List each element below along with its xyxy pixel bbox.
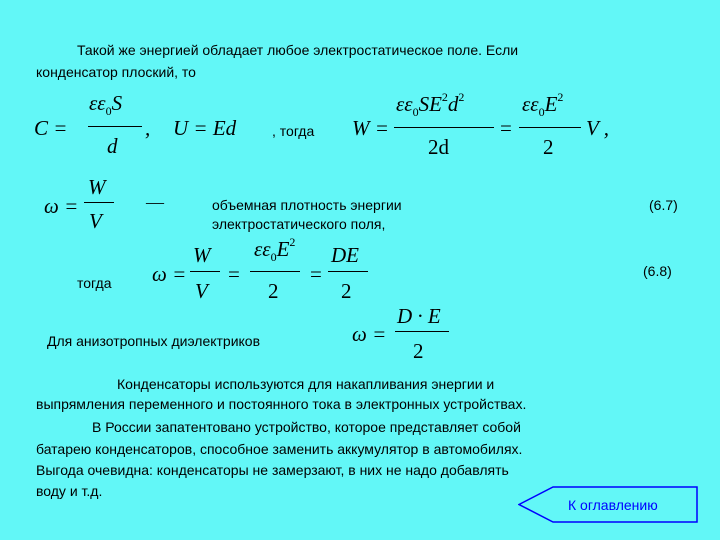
intro-line-1: Такой же энергией обладает любое электростатическое поле. Если [77, 42, 519, 58]
intro-line-2: конденсатор плоский, то [36, 64, 196, 80]
paragraph-2-line-1: В России запатентовано устройство, которое представляет собой [92, 419, 521, 435]
togda-comma: , тогда [272, 123, 315, 139]
paragraph-2-line-4: воду и т.д. [36, 483, 103, 499]
paragraph-1-line-2: выпрямления переменного и постоянного тока в электронных устройствах. [36, 396, 527, 412]
toc-button[interactable] [518, 486, 698, 523]
equation-number-6-7: (6.7) [649, 197, 678, 213]
paragraph-2-line-3: Выгода очевидна: конденсаторы не замерзают, в них не надо добавлять [36, 462, 509, 478]
density-desc-line-2: электростатического поля, [212, 216, 386, 232]
paragraph-1-line-1: Конденсаторы используются для накапливания энергии и [117, 376, 495, 392]
togda-label: тогда [77, 275, 112, 291]
equation-number-6-8: (6.8) [643, 263, 672, 279]
density-desc-line-1: объемная плотность энергии [212, 197, 402, 213]
toc-button-label: К оглавлению [568, 497, 658, 513]
paragraph-2-line-2: батарею конденсаторов, способное заменить аккумулятор в автомобилях. [36, 441, 523, 457]
anisotropic-label: Для анизотропных диэлектриков [47, 333, 261, 349]
